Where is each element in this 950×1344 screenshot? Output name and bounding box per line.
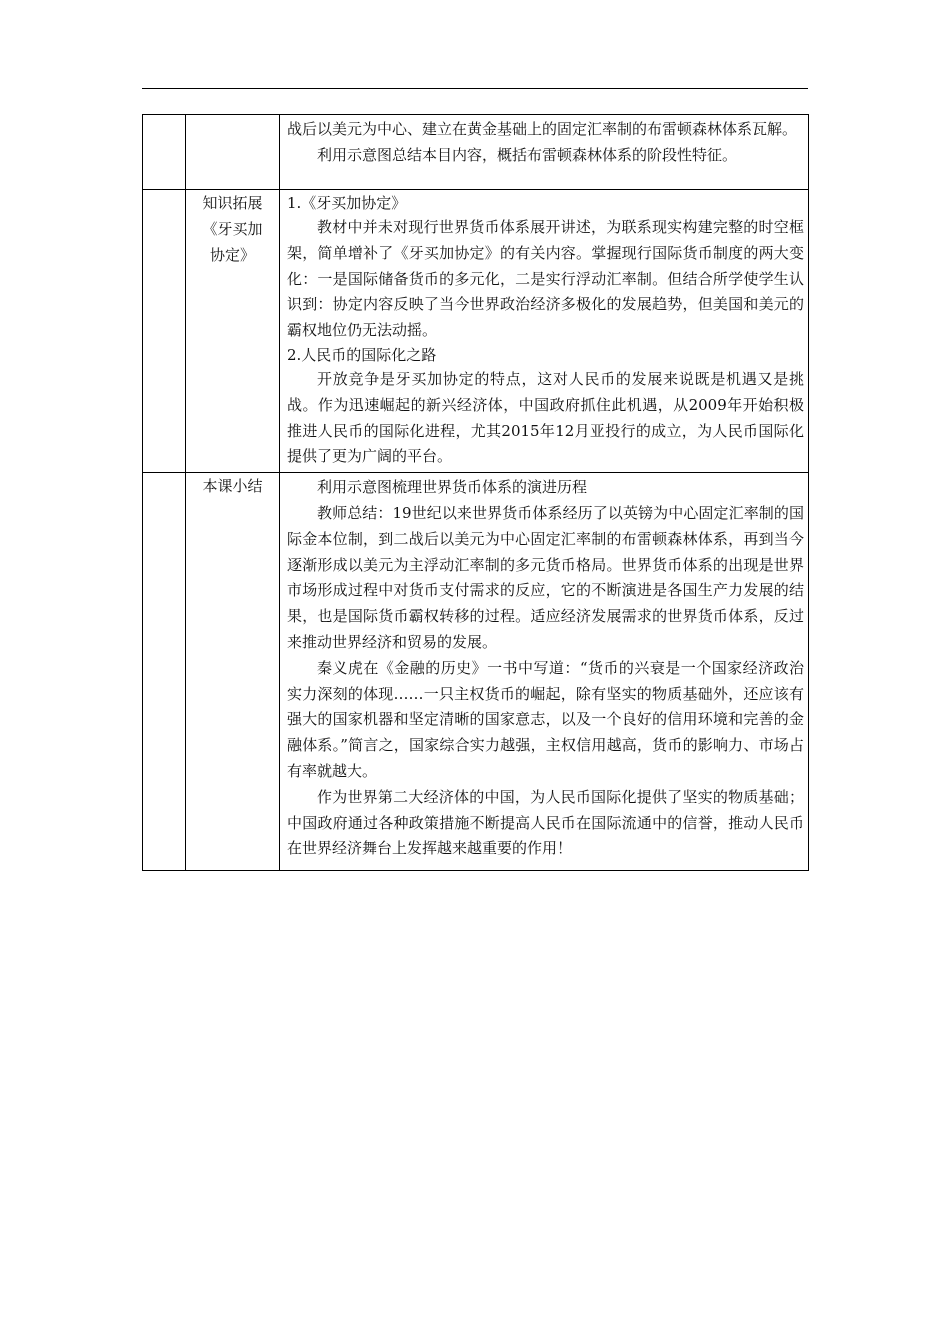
section-label-cell [186, 473, 280, 871]
content-paragraph: 开放竞争是牙买加协定的特点，这对人民币的发展来说既是机遇又是挑战。作为迅速崛起的新兴经济体，中国政府抓住此机遇，从2009年开始积极推进人民币的国际化进程，尤其2015年12月亚投行的成立，为人民币国际化提供了更为广阔的平台。 [287, 369, 804, 466]
content-paragraph: 教师总结：19世纪以来世界货币体系经历了以英镑为中心固定汇率制的国际金本位制，到二战后以美元为中心固定汇率制的布雷顿森林体系，再到当今逐渐形成以美元为主浮动汇率制的多元货币格局。世界货币体系的出现是世界市场形成过程中对货币支付需求的反应，它的不断演进是各国生产力发展的结果，也是国际货币霸权转移的过程。适应经济发展需求的世界货币体系，反过来推动世界经济和贸易的发展。 [287, 503, 804, 651]
content-heading: 2.人民币的国际化之路 [287, 345, 437, 364]
content-paragraph: 秦义虎在《金融的历史》一书中写道：“货币的兴衰是一个国家经济政治实力深刻的体现……一只主权货币的崛起，除有坚实的物质基础外，还应该有强大的国家机器和坚定清晰的国家意志，以及一个良好的信用环境和完善的金融体系。”简言之，国家综合实力越强，主权信用越高，货币的影响力、市场占有率就越大。 [287, 658, 804, 780]
content-paragraph: 教材中并未对现行世界货币体系展开讲述，为联系现实构建完整的时空框架，简单增补了《牙买加协定》的有关内容。掌握现行国际货币制度的两大变化：一是国际储备货币的多元化，二是实行浮动汇率制。但结合所学使学生认识到：协定内容反映了当今世界政治经济多极化的发展趋势，但美国和美元的霸权地位仍无法动摇。 [287, 218, 804, 340]
section-label: 本课小结 [202, 477, 263, 496]
section-label: 知识拓展《牙买加协定》 [202, 194, 263, 264]
step-cell [143, 473, 186, 871]
content-paragraph: 利用示意图梳理世界货币体系的演进历程 [317, 478, 588, 497]
content-cell [280, 115, 809, 190]
section-label-cell [186, 190, 280, 473]
header-rule [142, 88, 808, 89]
content-heading: 1.《牙买加协定》 [287, 194, 407, 212]
step-cell [143, 115, 186, 190]
table-row [143, 115, 809, 190]
section-label-cell [186, 115, 280, 190]
step-cell [143, 190, 186, 473]
content-paragraph: 作为世界第二大经济体的中国，为人民币国际化提供了坚实的物质基础；中国政府通过各种政策措施不断提高人民币在国际流通中的信誉，推动人民币在世界经济舞台上发挥越来越重要的作用！ [287, 787, 804, 858]
content-paragraph: 利用示意图总结本目内容，概括布雷顿森林体系的阶段性特征。 [317, 145, 738, 164]
content-paragraph: 战后以美元为中心、建立在黄金基础上的固定汇率制的布雷顿森林体系瓦解。 [287, 120, 798, 138]
table-row [143, 190, 809, 473]
content-cell [280, 190, 809, 473]
content-cell [280, 473, 809, 871]
table-row [143, 473, 809, 871]
lesson-plan-table [142, 114, 809, 871]
